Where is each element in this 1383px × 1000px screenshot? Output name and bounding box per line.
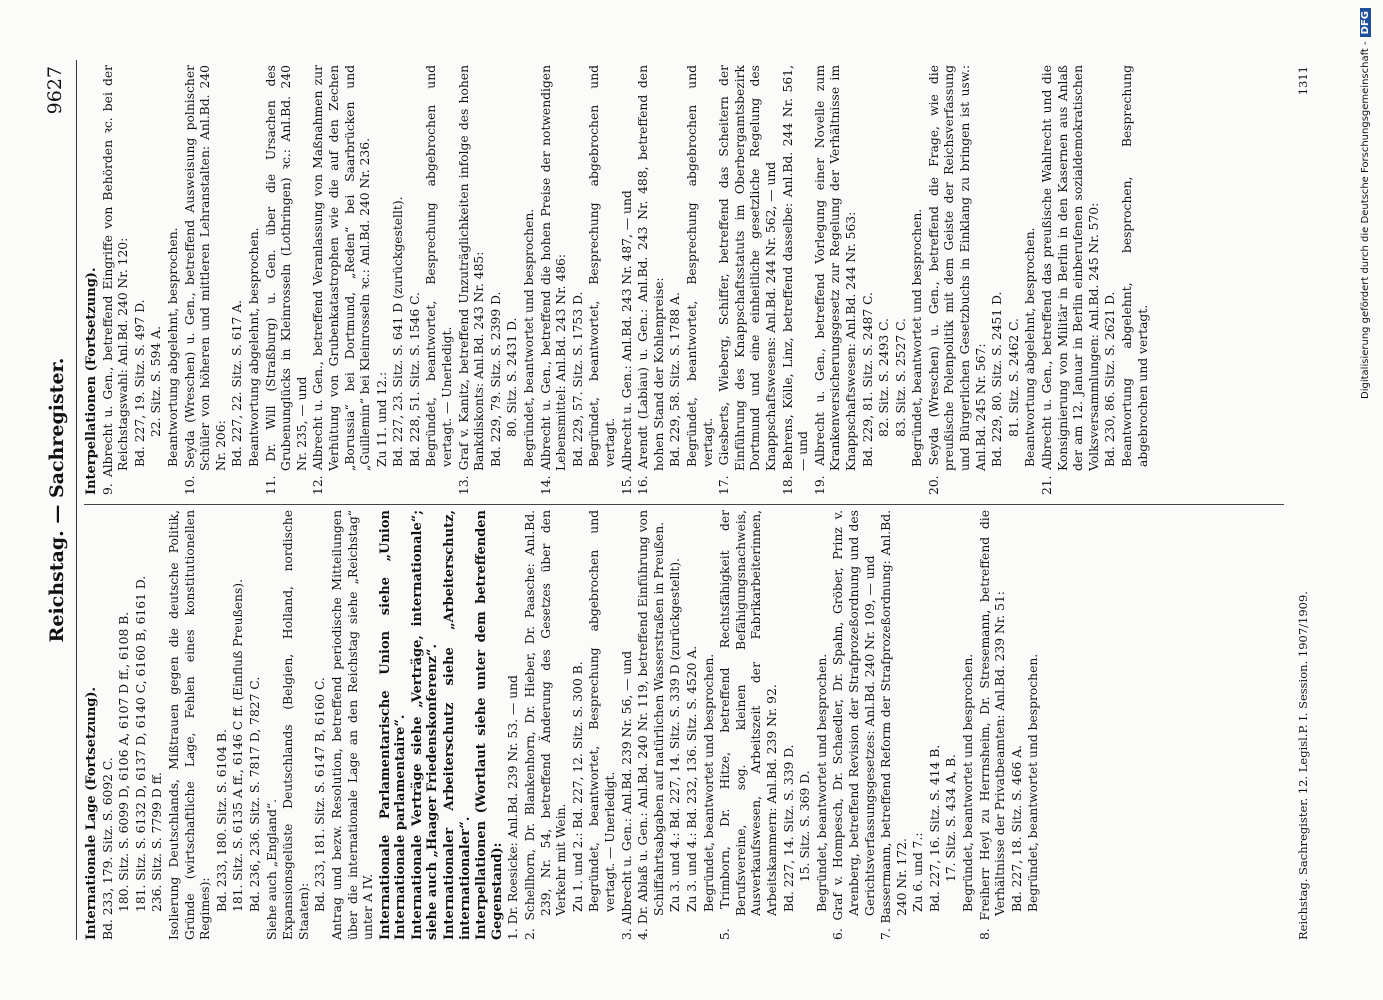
entry-heading: Internationale Verträge siehe „Verträge, internationale“; siehe auch „Haager Friedenskonferenz“. <box>409 510 441 940</box>
entry-line: Beantwortung abgelehnt, besprochen. <box>246 227 261 467</box>
entry-line: Beantwortung abgelehnt, besprochen, Besprechung abgebrochen und vertagt. <box>1120 65 1150 467</box>
entry-line: Bd. 227, 22. Sitz. S. 617 A. <box>230 299 245 467</box>
entry-line: Bd. 227, 14. Sitz. S. 339 D. <box>781 744 796 912</box>
entry-line: Isolierung Deutschlands, Mißtrauen gegen die deutsche Politik, Gründe (wirtschaftliche Lage, Fehlen eines konstitutionellen Regimes): <box>166 510 213 940</box>
numbered-entry: 7. Bassermann, betreffend Reform der Strafprozeßordnung: Anl.Bd. 240 Nr. 172. <box>879 510 909 940</box>
entry-heading: Internationale Parlamentarische Union siehe „Union Internationale parlamentaire“. <box>377 510 409 940</box>
entry-heading: Interpellationen (Wortlaut siehe unter dem betreffenden Gegenstand): <box>474 510 505 940</box>
entry-line: 80. Sitz. S. 2431 D. <box>505 317 520 437</box>
entry-line: Bd. 227, 19. Sitz. S. 497 D. <box>132 299 147 467</box>
entry-line: Begründet, beantwortet und besprochen. <box>701 653 716 912</box>
entry-line: Begründet, beantwortet, Besprechung abgebrochen und vertagt. — Unerledigt. <box>587 510 617 912</box>
entry-line: 22. Sitz. S. 594 A. <box>149 325 164 437</box>
column-divider <box>84 504 1284 505</box>
entry-line: Zu 3. und 4.: Bd. 227, 14. Sitz. S. 339 D (zurückgestellt). <box>668 558 683 912</box>
dfg-watermark <box>1360 8 1376 988</box>
numbered-entry: 3. Albrecht u. Gen.: Anl.Bd. 239 Nr. 56, — und <box>619 650 634 940</box>
numbered-entry: 21. Albrecht u. Gen., betreffend das preußische Wahlrecht und die Konsignierung von Militär in Berlin in den Kasernen aus Anlaß der am 12. Januar in Berlin einberufenen sozialdemokratischen Volksversammlungen: Anl.Bd. 245 Nr. 570: <box>1040 65 1101 495</box>
entry-line: Bd. 230, 86. Sitz. S. 2621 D. <box>1103 291 1118 467</box>
header-title: Reichstag. — Sachregister. <box>46 357 68 643</box>
entry-line: 181. Sitz. S. 6135 A ff., 6146 C ff. (Einfluß Preußens). <box>231 579 246 912</box>
entry-line: Bd. 229, 79. Sitz. S. 2399 D. <box>488 291 503 467</box>
numbered-entry: 15. Albrecht u. Gen.: Anl.Bd. 243 Nr. 487, — und <box>619 190 634 495</box>
numbered-entry: 14. Albrecht u. Gen., betreffend die hohen Preise der notwendigen Lebensmittel: Anl.Bd. 243 Nr. 486: <box>538 65 569 495</box>
dfg-logo: DFG <box>1360 8 1371 37</box>
entry-line: Expansionsgelüste Deutschlands (Belgien, Holland, nordische Staaten): <box>281 510 311 940</box>
entry-line: 180. Sitz. S. 6099 D, 6106 A, 6107 D ff., 6108 B. <box>117 611 132 912</box>
entry-line: 17. Sitz. S. 434 A, B. <box>944 754 959 882</box>
numbered-entry: 16. Arendt (Labiau) u. Gen.: Anl.Bd. 243 Nr. 488, betreffend den hohen Stand der Kohlenpreise: <box>636 65 666 495</box>
left-column <box>84 510 1284 940</box>
entry-line: 81. Sitz. S. 2462 C. <box>1006 318 1021 437</box>
numbered-entry: 19. Albrecht u. Gen., betreffend Vorlegung einer Novelle zum Krankenversicherungsgesetz zur Regelung der Verhältnisse im Knappschaftswesen: Anl.Bd. 244 Nr. 563: <box>812 65 858 495</box>
entry-line: Beantwortung abgelehnt, besprochen. <box>1023 227 1038 467</box>
entry-line: 15. Sitz. S. 369 D. <box>798 770 813 882</box>
entry-line: Begründet, beantwortet und besprochen. <box>814 653 829 912</box>
entry-line: Antrag und bezw. Resolution, betreffend periodische Mitteilungen über die internationale Lage an den Reichstag siehe „Reichstag“ unter A IV. <box>329 510 376 940</box>
numbered-entry: 2. Schellhorn, Dr. Blankenhorn, Dr. Hieber, Dr. Paasche: Anl.Bd. 239, Nr. 54, betreffend Änderung des Gesetzes über den Verkehr mit Wein. <box>523 510 569 940</box>
entry-line: 181. Sitz. S. 6132 D, 6137 D, 6140 C, 6160 B, 6161 D. <box>133 575 148 912</box>
numbered-entry: 8. Freiherr Heyl zu Herrnsheim, Dr. Stresemann, betreffend die Verhältnisse der Privatbeamten: Anl.Bd. 239 Nr. 51: <box>977 510 1008 940</box>
page-number: 9627 <box>44 66 66 115</box>
entry-line: Zu 11. und 12.: <box>374 371 389 467</box>
footer-citation: Reichstag. Sachregister. 12. Legisl.P. I. Session. 1907/1909. <box>1296 591 1310 940</box>
entry-line: Bd. 229, 57. Sitz. S. 1753 D. <box>570 291 585 467</box>
numbered-entry: 17. Giesberts, Wieberg, Schiffer, betreffend das Scheitern der Einführung des Knappschaftsstatuts im Oberbergamtsbezirk Dortmund und eine einheitliche gesetzliche Regelung des Knappschaftswesens: Anl.Bd. 244 Nr. 562, — und <box>717 65 778 495</box>
entry-line: Bd. 229, 81. Sitz. S. 2487 C. <box>860 292 875 467</box>
numbered-entry: 10. Seyda (Wreschen) u. Gen., betreffend Ausweisung polnischer Schüler von höheren und mittleren Lehranstalten: Anl.Bd. 240 Nr. 206: <box>182 65 228 495</box>
entry-line: Bd. 227, 23. Sitz. S. 641 D (zurückgestellt). <box>391 196 406 467</box>
numbered-entry: 4. Dr. Ablaß u. Gen.: Anl.Bd. 240 Nr. 119, betreffend Einführung von Schiffahrtsabgaben auf natürlichen Wasserstraßen in Preußen. <box>636 510 666 940</box>
page-header <box>44 60 74 940</box>
entry-line: Bd. 229, 58. Sitz. S. 1788 A. <box>668 292 683 467</box>
entry-line: Bd. 229, 80. Sitz. S. 2451 D. <box>990 291 1005 467</box>
entry-heading: Interpellationen (Fortsetzung). <box>84 267 99 495</box>
entry-line: Begründet, beantwortet und besprochen. <box>1026 653 1041 912</box>
entry-line: Begründet, beantwortet, Besprechung abgebrochen und vertagt. — Unerledigt. <box>424 65 455 467</box>
right-column <box>84 65 1284 495</box>
entry-line: Begründet, beantwortet, Besprechung abgebrochen und vertagt. <box>587 65 617 467</box>
entry-line: Begründet, beantwortet und besprochen. <box>910 208 925 467</box>
numbered-entry: 9. Albrecht u. Gen., betreffend Eingriffe von Behörden ꝛc. bei der Reichstagswahl: Anl.Bd. 240 Nr. 120: <box>100 65 131 495</box>
numbered-entry: 11. Dr. Will (Straßburg) u. Gen. über die Ursachen des Grubenunglücks in Kleinrosseln (Lothringen) ꝛc.: Anl.Bd. 240 Nr. 235, — und <box>263 65 309 495</box>
entry-heading: Internationaler Arbeiterschutz siehe „Arbeiterschutz, internationaler“. <box>442 510 473 940</box>
entry-line: Zu 1. und 2.: Bd. 227, 12. Sitz. S. 300 B. <box>570 661 585 912</box>
entry-line: Bd. 233, 180. Sitz. S. 6104 B. <box>214 729 229 912</box>
entry-line: 82. Sitz. S. 2493 C. <box>877 318 892 437</box>
header-rule <box>76 60 77 940</box>
entry-heading: Internationale Lage (Fortsetzung). <box>84 686 99 940</box>
numbered-entry: 12. Albrecht u. Gen., betreffend Veranlassung von Maßnahmen zur Verhütung von Grubenkatastrophen wie die auf den Zechen „Borussia“ bei Dortmund, „Reden“ bei Saarbrücken und „Guillemin“ bei Kleinrosseln ꝛc.: Anl.Bd. 240 Nr. 236. <box>311 65 373 495</box>
numbered-entry: 20. Seyda (Wreschen) u. Gen., betreffend die Frage, wie die preußische Polenpolitik mit dem Geiste der Reichsverfassung und Bürgerlichen Gesetzbuchs in Einklang zu bringen ist usw.: Anl.Bd. 245 Nr. 567: <box>926 65 988 495</box>
watermark-text: Digitalisierung gefördert durch die Deutsche Forschungsgemeinschaft - <box>1360 41 1371 399</box>
entry-line: Bd. 228, 51. Sitz. S. 1546 C. <box>407 292 422 467</box>
entry-line: Bd. 227, 16. Sitz. S. 414 B. <box>927 744 942 912</box>
entry-line: Bd. 236, 236. Sitz. S. 7817 D, 7827 C. <box>247 676 262 912</box>
entry-line: Zu 3. und 4.: Bd. 232, 136. Sitz. S. 4520 A. <box>684 645 699 912</box>
entry-line: Zu 6. und 7.: <box>911 832 926 912</box>
entry-line: Bd. 233, 179. Sitz. S. 6092 C. <box>100 757 115 940</box>
entry-line: Begründet, beantwortet, Besprechung abgebrochen und vertagt. <box>684 65 715 467</box>
footer-page-number: 1311 <box>1296 66 1310 96</box>
numbered-entry: 13. Graf v. Kanitz, betreffend Unzuträglichkeiten infolge des hohen Bankdiskonts: Anl.Bd. 243 Nr. 485: <box>456 65 487 495</box>
entry-line: Beantwortung abgelehnt, besprochen. <box>165 227 180 467</box>
numbered-entry: 18. Behrens, Kölle, Linz, betreffend dasselbe: Anl.Bd. 244 Nr. 561, — und <box>780 65 811 495</box>
entry-line: Bd. 233, 181. Sitz. S. 6147 B, 6160 C. <box>313 677 328 912</box>
entry-line: 83. Sitz. S. 2527 C. <box>893 318 908 437</box>
numbered-entry: 6. Graf v. Hompesch, Dr. Schaedler, Dr. Spahn, Gröber, Prinz v. Arenberg, betreffend Revision der Strafprozeßordnung und des Gerichtsverfassungsgesetzes: Anl.Bd. 240 Nr. 109, — und <box>831 510 877 940</box>
numbered-entry: 1. Dr. Roesicke: Anl.Bd. 239 Nr. 53. — und <box>506 675 521 940</box>
entry-line: Begründet, beantwortet und besprochen. <box>522 208 537 467</box>
entry-line: Siehe auch „England“. <box>264 798 279 940</box>
entry-line: Bd. 227, 18. Sitz. S. 466 A. <box>1009 744 1024 912</box>
entry-line: 236. Sitz. S. 7799 D ff. <box>150 772 165 912</box>
numbered-entry: 5. Trimborn, Dr. Hitze, betreffend Rechtsfähigkeit der Berufsvereine, sog. kleinen Befähigungsnachweis, Ausverkaufswesen, Arbeitszeit der Fabrikarbeiterinnen, Arbeitskammern: Anl.Bd. 239 Nr. 92. <box>718 510 779 940</box>
entry-line: Begründet, beantwortet und besprochen. <box>961 653 976 912</box>
